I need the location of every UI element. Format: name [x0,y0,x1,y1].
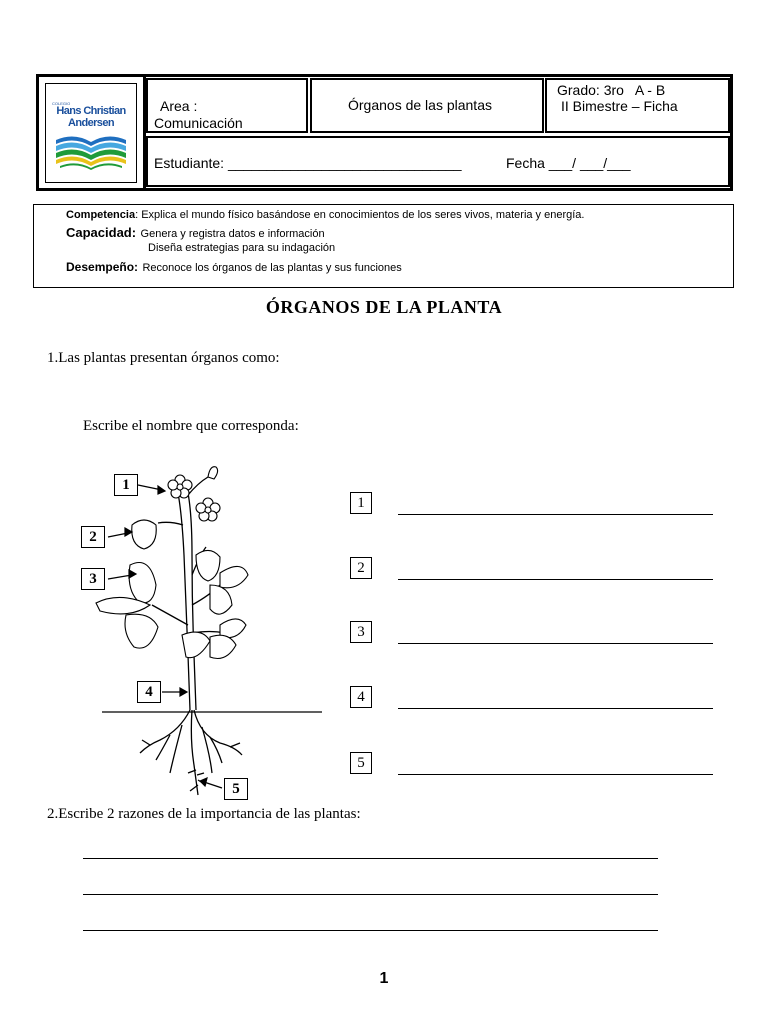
desempeno-line [66,258,402,276]
competencia-label: Competencia [66,209,136,221]
competencies-box [33,204,734,288]
area-label: Area : [160,98,198,114]
logo-text-line1: Hans Christian [56,105,126,117]
topic-cell [310,78,544,133]
diagram-label-3: 3 [81,568,105,590]
diagram-label-2: 2 [81,526,105,548]
answer-line-2[interactable] [398,579,713,580]
reason-line-3[interactable] [83,930,658,931]
answer-number-5: 5 [350,752,372,774]
book-logo-icon [46,84,136,182]
logo-frame [45,83,137,183]
capacidad-label: Capacidad: [66,225,137,240]
competencia-line [66,209,584,221]
capacidad-line [66,224,325,242]
answer-line-1[interactable] [398,514,713,515]
logo-text-line2: Andersen [68,117,114,129]
logo-small-text: COLEGIO [52,101,71,106]
page-number: 1 [379,970,389,987]
answer-line-3[interactable] [398,643,713,644]
school-logo [36,74,146,191]
instruction-text: Escribe el nombre que corresponda: [83,418,299,434]
question-1: 1.Las plantas presentan órganos como: [47,350,280,366]
grade-text: Grado: 3ro A - B [557,82,666,98]
answer-number-4: 4 [350,686,372,708]
reason-line-2[interactable] [83,894,658,895]
date-field[interactable]: Fecha ___/ ___/___ [506,155,631,171]
answer-number-3: 3 [350,621,372,643]
desempeno-label: Desempeño: [66,260,139,274]
diagram-label-1: 1 [114,474,138,496]
area-value: Comunicación [154,115,243,131]
capacidad-text-1: Genera y registra datos e información [140,228,325,240]
answer-line-5[interactable] [398,774,713,775]
reason-line-1[interactable] [83,858,658,859]
answer-line-4[interactable] [398,708,713,709]
competencia-text: : Explica el mundo físico basándose en conocimientos de los seres vivos, materia y energía. [135,209,585,221]
area-cell [146,78,308,133]
page-title: ÓRGANOS DE LA PLANTA [265,297,503,317]
capacidad-text-2: Diseña estrategias para su indagación [148,242,336,254]
diagram-label-5: 5 [224,778,248,800]
bimester-text: II Bimestre – Ficha [561,98,678,114]
answer-number-1: 1 [350,492,372,514]
answer-number-2: 2 [350,557,372,579]
question-2: 2.Escribe 2 razones de la importancia de las plantas: [47,806,361,822]
topic-title: Órganos de las plantas [348,97,492,113]
grade-cell [545,78,730,133]
desempeno-text: Reconoce los órganos de las plantas y sus funciones [142,262,402,274]
diagram-label-4: 4 [137,681,161,703]
plant-diagram [70,455,330,815]
student-field[interactable]: Estudiante: ______________________________ [154,155,462,171]
student-cell [146,136,730,187]
